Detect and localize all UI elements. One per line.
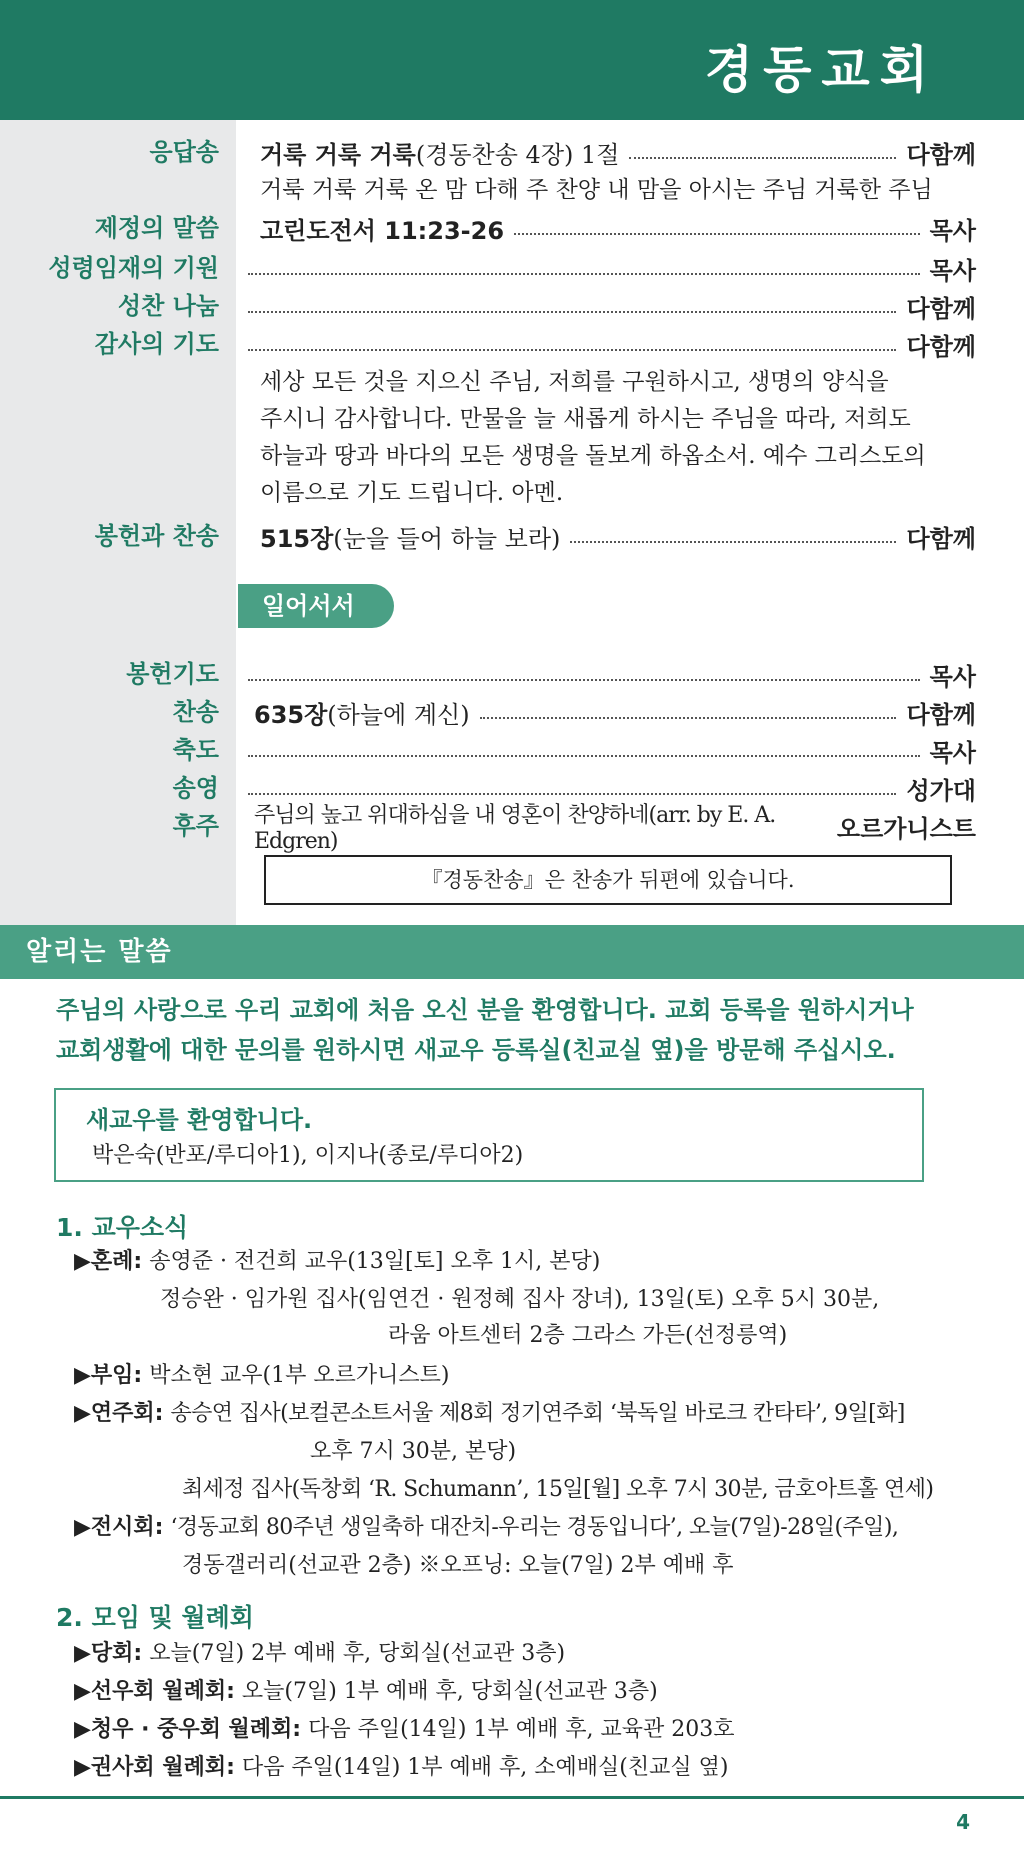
church-title: 경동교회 (704, 41, 938, 99)
meeting-item: ▶권사회 월례회: 다음 주일(14일) 1부 예배 후, 소예배실(친교실 옆) (74, 1755, 729, 1780)
news-item: ▶혼례: 송영준 · 전건희 교우(13일[토] 오후 1시, 본당) (74, 1249, 601, 1274)
order-label: 성령임재의 기원 (48, 254, 219, 282)
order-title: 515장 (260, 524, 334, 553)
order-performer: 목사 (929, 216, 976, 245)
order-label: 응답송 (149, 138, 219, 166)
leader-dots (248, 793, 896, 795)
order-label: 감사의 기도 (94, 330, 219, 358)
order-label: 제정의 말씀 (94, 214, 219, 242)
order-row (0, 288, 1024, 324)
order-title: 거룩 거룩 거룩 (260, 140, 416, 169)
order-performer: 목사 (929, 662, 976, 691)
order-detail: (눈을 들어 하늘 보라) (333, 524, 561, 553)
order-row (0, 694, 1024, 730)
news-item: ▶부임: 박소현 교우(1부 오르가니스트) (74, 1363, 450, 1388)
leader-dots (514, 233, 920, 235)
header-bar (0, 0, 1024, 120)
order-performer: 성가대 (906, 776, 976, 805)
news-item: ▶전시회: ‘경동교회 80주년 생일축하 대잔치-우리는 경동입니다’, 오늘(7일)-28일(주일), (74, 1515, 899, 1540)
leader-dots (570, 541, 896, 543)
order-label: 성찬 나눔 (117, 292, 219, 320)
section-title: 2. 모임 및 월례회 (56, 1603, 254, 1632)
order-performer: 오르가니스트 (836, 814, 976, 843)
meeting-item: ▶청우 · 중우회 월례회: 다음 주일(14일) 1부 예배 후, 교육관 203호 (74, 1717, 735, 1742)
leader-dots (248, 311, 896, 313)
news-line: 라움 아트센터 2층 그라스 가든(선정릉역) (388, 1323, 788, 1348)
order-performer: 다함께 (906, 140, 976, 169)
order-performer: 다함께 (906, 700, 976, 729)
order-row (0, 326, 1024, 362)
order-label: 봉헌과 찬송 (94, 522, 219, 550)
order-row (0, 656, 1024, 692)
footer-rule (0, 1796, 1024, 1799)
news-tag: ▶연주회: (74, 1401, 164, 1426)
leader-dots (248, 679, 920, 681)
order-detail: 주님의 높고 위대하심을 내 영혼이 찬양하네(arr. by E. A. Edgren) (254, 803, 776, 854)
standing-badge: 일어서서 (238, 584, 394, 628)
response-lyrics: 거룩 거룩 거룩 온 맘 다해 주 찬양 내 맘을 아시는 주님 거룩한 주님 (260, 177, 933, 203)
order-title: 고린도전서 11:23-26 (260, 216, 505, 245)
news-line: 오후 7시 30분, 본당) (310, 1439, 517, 1464)
news-line: 최세정 집사(독창회 ‘R. Schumann’, 15일[월] 오후 7시 30분, 금호아트홀 연세) (182, 1477, 934, 1502)
leader-dots (248, 273, 920, 275)
news-line: 경동갤러리(선교관 2층) ※오프닝: 오늘(7일) 2부 예배 후 (182, 1553, 734, 1578)
news-tag: ▶혼례: (74, 1249, 143, 1274)
order-label: 찬송 (172, 698, 219, 726)
leader-dots (629, 157, 896, 159)
leader-dots (480, 717, 897, 719)
order-title: 635장 (254, 700, 328, 729)
meeting-item: ▶선우회 월례회: 오늘(7일) 1부 예배 후, 당회실(선교관 3층) (74, 1679, 658, 1704)
order-row (0, 518, 1024, 554)
news-tag: ▶부임: (74, 1363, 143, 1388)
news-line: 정승완 · 임가원 집사(임연건 · 원정혜 집사 장녀), 13일(토) 오후 5시 30분, (160, 1287, 880, 1312)
news-tag: ▶전시회: (74, 1515, 164, 1540)
leader-dots (248, 755, 920, 757)
order-performer: 목사 (929, 738, 976, 767)
meeting-tag: ▶당회: (74, 1641, 143, 1666)
order-detail: (하늘에 계신) (327, 700, 470, 729)
order-performer: 다함께 (906, 294, 976, 323)
order-label: 송영 (172, 774, 219, 802)
order-row (0, 803, 1024, 854)
meeting-item: ▶당회: 오늘(7일) 2부 예배 후, 당회실(선교관 3층) (74, 1641, 566, 1666)
hymnal-note: 『경동찬송』은 찬송가 뒤편에 있습니다. (264, 855, 952, 905)
meeting-tag: ▶청우 · 중우회 월례회: (74, 1717, 302, 1742)
order-row (0, 250, 1024, 286)
newcomer-box (54, 1088, 924, 1182)
order-row (0, 732, 1024, 768)
order-row (0, 210, 1024, 246)
order-performer: 다함께 (906, 332, 976, 361)
order-label: 봉헌기도 (126, 660, 219, 688)
announcements-header (0, 925, 1024, 979)
page-number: 4 (956, 1810, 970, 1834)
announcements-title: 알리는 말씀 (26, 937, 173, 967)
order-label: 후주 (172, 812, 219, 840)
order-performer: 다함께 (906, 524, 976, 553)
thanksgiving-prayer: 세상 모든 것을 지으신 주님, 저희를 구원하시고, 생명의 양식을 주시니 감사합니다. 만물을 늘 새롭게 하시는 주님을 따라, 저희도 하늘과 땅과 바다의 모든 생명을 돌보게 하옵소서. 예수 그리스도의 이름으로 기도 드립니다. 아멘. (260, 369, 926, 506)
newcomer-title: 새교우를 환영합니다. (86, 1106, 313, 1134)
section-title: 1. 교우소식 (56, 1213, 189, 1242)
order-label: 축도 (172, 736, 219, 764)
meeting-tag: ▶선우회 월례회: (74, 1679, 235, 1704)
newcomer-names: 박은숙(반포/루디아1), 이지나(종로/루디아2) (92, 1143, 524, 1168)
welcome-message: 주님의 사랑으로 우리 교회에 처음 오신 분을 환영합니다. 교회 등록을 원하시거나 교회생활에 대한 문의를 원하시면 새교우 등록실(친교실 옆)을 방문해 주십시오. (56, 996, 914, 1064)
order-detail: (경동찬송 4장) 1절 (415, 140, 620, 169)
meeting-tag: ▶권사회 월례회: (74, 1755, 235, 1780)
order-performer: 목사 (929, 256, 976, 285)
news-item: ▶연주회: 송승연 집사(보컬콘소트서울 제8회 정기연주회 ‘북독일 바로크 칸타타’, 9일[화] (74, 1401, 905, 1426)
leader-dots (248, 349, 896, 351)
order-row (0, 134, 1024, 170)
